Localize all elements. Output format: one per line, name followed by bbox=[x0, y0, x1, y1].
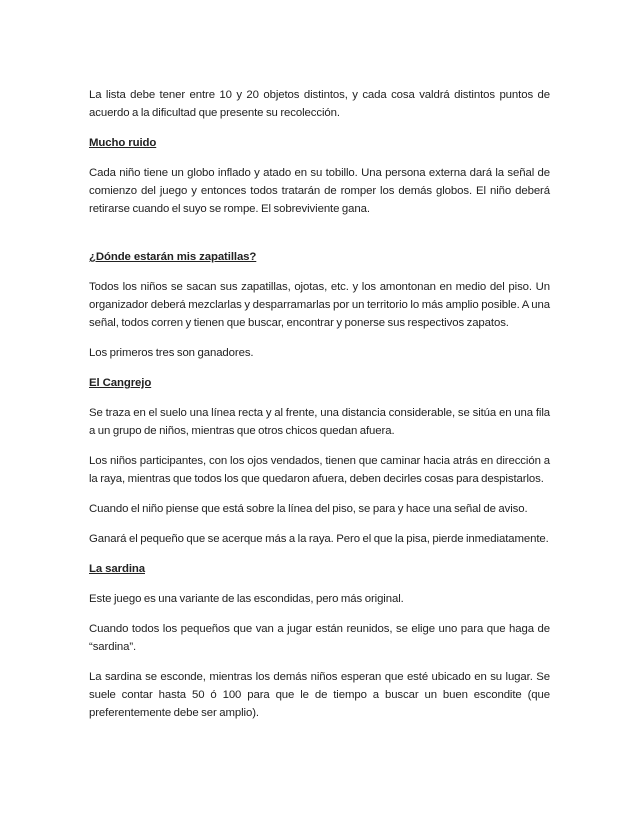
section-heading-mucho-ruido: Mucho ruido bbox=[89, 137, 157, 149]
paragraph: La sardina se esconde, mientras los demás niños esperan que esté ubicado en su lugar. Se suele contar hasta 50 ó 100 para que le de tiempo a buscar un buen escondite (que preferentemente debe ser amplio). bbox=[89, 671, 550, 719]
document-page bbox=[89, 86, 550, 734]
paragraph: Cuando el niño piense que está sobre la línea del piso, se para y hace una señal de aviso. bbox=[89, 503, 528, 515]
paragraph: Se traza en el suelo una línea recta y al frente, una distancia considerable, se sitúa en una fila a un grupo de niños, mientras que otros chicos quedan afuera. bbox=[89, 407, 550, 437]
intro-paragraph: La lista debe tener entre 10 y 20 objetos distintos, y cada cosa valdrá distintos puntos de acuerdo a la dificultad que presente su recolección. bbox=[89, 89, 550, 119]
paragraph: Este juego es una variante de las escondidas, pero más original. bbox=[89, 593, 404, 605]
section-heading-la-sardina: La sardina bbox=[89, 563, 145, 575]
paragraph: Los primeros tres son ganadores. bbox=[89, 347, 254, 359]
paragraph: Cada niño tiene un globo inflado y atado en su tobillo. Una persona externa dará la señal de comienzo del juego y entonces todos tratarán de romper los demás globos. El niño deberá retirarse cuando el suyo se rompe. El sobreviviente gana. bbox=[89, 167, 550, 215]
paragraph: Todos los niños se sacan sus zapatillas, ojotas, etc. y los amontonan en medio del piso. Un organizador deberá mezclarlas y desparramarlas por un territorio lo más amplio posible. A una señal, todos corren y tienen que buscar, encontrar y ponerse sus respectivos zapatos. bbox=[89, 281, 550, 329]
paragraph: Ganará el pequeño que se acerque más a la raya. Pero el que la pisa, pierde inmediatamente. bbox=[89, 533, 549, 545]
section-heading-el-cangrejo: El Cangrejo bbox=[89, 377, 152, 389]
paragraph: Los niños participantes, con los ojos vendados, tienen que caminar hacia atrás en dirección a la raya, mientras que todos los que quedaron afuera, deben decirles cosas para despistarlos. bbox=[89, 455, 550, 485]
section-heading-zapatillas: ¿Dónde estarán mis zapatillas? bbox=[89, 251, 257, 263]
paragraph: Cuando todos los pequeños que van a jugar están reunidos, se elige uno para que haga de “sardina”. bbox=[89, 623, 550, 653]
